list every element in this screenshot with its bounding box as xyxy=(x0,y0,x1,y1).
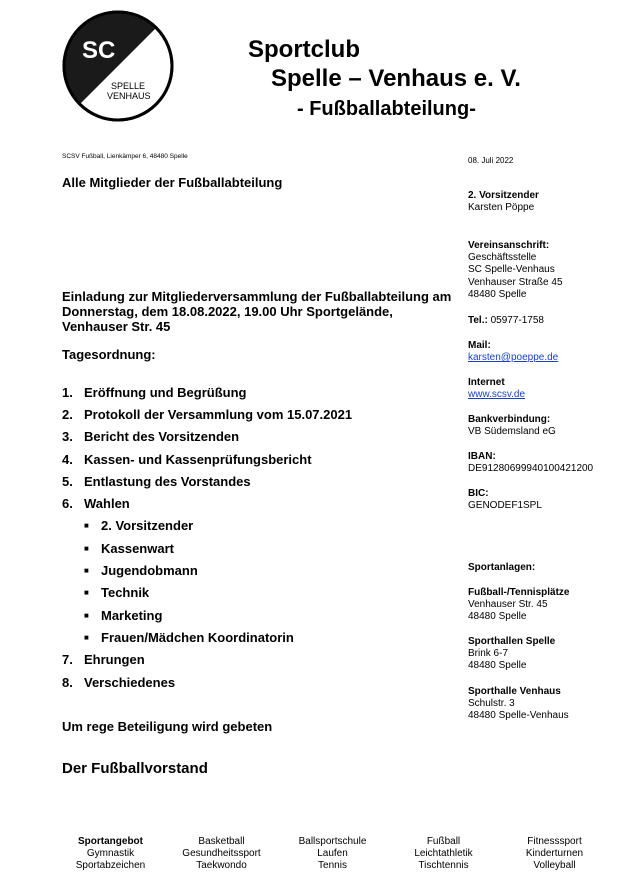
letter-date: 08. Juli 2022 xyxy=(468,156,514,165)
footer-sports-offer xyxy=(55,836,610,872)
invitation-line: Venhauser Str. 45 xyxy=(62,319,171,334)
facilities-title: Sportanlagen: xyxy=(468,562,536,573)
election-item: ■ Kassenwart xyxy=(84,541,174,556)
election-item: ■ Frauen/Mädchen Koordinatorin xyxy=(84,630,294,645)
telephone xyxy=(468,315,544,327)
facility xyxy=(468,686,569,723)
footer-column: Fußball Leichtathletik Tischtennis xyxy=(414,836,473,871)
bullet-icon: ■ xyxy=(84,521,89,530)
footer-column: Sportangebot Gymnastik Sportabzeichen xyxy=(75,836,146,871)
facility xyxy=(468,636,555,673)
mail-label: Mail: xyxy=(468,340,491,351)
footer-column: Basketball Gesundheitssport Taekwondo xyxy=(182,836,261,871)
bullet-icon: ■ xyxy=(84,544,89,553)
bic-label: BIC: xyxy=(468,488,489,499)
tel-label: Tel.: xyxy=(468,315,488,326)
mail xyxy=(468,340,558,364)
closing-line: Um rege Beteiligung wird gebeten xyxy=(62,719,273,734)
facility-name: Fußball-/Tennisplätze xyxy=(468,587,570,598)
agenda-item: 8. Verschiedenes xyxy=(62,675,176,690)
logo-initials: SC xyxy=(82,37,116,64)
facility-address: Venhauser Str. 45 xyxy=(468,599,548,611)
agenda-item: 4. Kassen- und Kassenprüfungsbericht xyxy=(62,452,312,467)
bic-value: GENODEF1SPL xyxy=(468,500,542,512)
facility xyxy=(468,587,569,624)
invitation-line: Einladung zur Mitgliederversammlung der Fußballabteilung am xyxy=(62,289,452,304)
address-line: Venhauser Straße 45 xyxy=(468,276,563,288)
tel-value: 05977-1758 xyxy=(490,315,544,326)
agenda-title: Tagesordnung: xyxy=(62,347,156,362)
bullet-icon: ■ xyxy=(84,588,89,597)
facility-name: Sporthalle Venhaus xyxy=(468,686,561,697)
bank-value: VB Südemsland eG xyxy=(468,426,556,438)
footer-column: Ballsportschule Laufen Tennis xyxy=(298,836,367,871)
address-line: SC Spelle-Venhaus xyxy=(468,264,555,276)
logo-line2: VENHAUS xyxy=(107,91,151,101)
contact-person xyxy=(468,190,539,214)
facility-name: Sporthallen Spelle xyxy=(468,636,556,647)
iban xyxy=(468,451,593,475)
internet-label: Internet xyxy=(468,377,505,388)
agenda-item: 5. Entlastung des Vorstandes xyxy=(62,474,251,489)
agenda-item: 3. Bericht des Vorsitzenden xyxy=(62,429,240,444)
agenda-item: 6. Wahlen xyxy=(62,496,130,511)
bic xyxy=(468,488,542,512)
election-item: ■ Marketing xyxy=(84,608,163,623)
agenda-item: 2. Protokoll der Versammlung vom 15.07.2021 xyxy=(62,407,353,422)
facility-address: 48480 Spelle xyxy=(468,611,527,623)
agenda-item: 1. Eröffnung und Begrüßung xyxy=(62,385,247,400)
invitation-line: Donnerstag, dem 18.08.2022, 19.00 Uhr Sportgelände, xyxy=(62,304,393,319)
election-item: ■ 2. Vorsitzender xyxy=(84,518,194,533)
role-label: 2. Vorsitzender xyxy=(468,190,539,201)
bullet-icon: ■ xyxy=(84,633,89,642)
facility-address: Brink 6-7 xyxy=(468,648,509,660)
club-title-line2: Spelle – Venhaus e. V. xyxy=(271,65,521,92)
facility-address: 48480 Spelle-Venhaus xyxy=(468,710,569,722)
club-address xyxy=(468,240,563,301)
election-item: ■ Technik xyxy=(84,585,150,600)
signature: Der Fußballvorstand xyxy=(62,760,208,777)
role-name: Karsten Pöppe xyxy=(468,202,535,214)
internet xyxy=(468,377,525,401)
facility-address: Schulstr. 3 xyxy=(468,698,515,710)
recipient: Alle Mitglieder der Fußballabteilung xyxy=(62,175,283,190)
department-title: - Fußballabteilung- xyxy=(297,98,476,120)
iban-label: IBAN: xyxy=(468,451,496,462)
agenda-item: 7. Ehrungen xyxy=(62,652,145,667)
invitation-subject xyxy=(62,289,457,334)
logo-line1: SPELLE xyxy=(111,81,146,91)
bank-label: Bankverbindung: xyxy=(468,414,551,425)
address-line: Geschäftsstelle xyxy=(468,252,537,264)
mail-link[interactable]: karsten@poeppe.de xyxy=(468,352,559,364)
club-title-line1: Sportclub xyxy=(248,36,360,63)
footer-column: Fitnesssport Kinderturnen Volleyball xyxy=(525,836,584,871)
election-item: ■ Jugendobmann xyxy=(84,563,198,578)
website-link[interactable]: www.scsv.de xyxy=(468,389,526,401)
address-line: 48480 Spelle xyxy=(468,288,527,300)
bullet-icon: ■ xyxy=(84,611,89,620)
bullet-icon: ■ xyxy=(84,566,89,575)
facility-address: 48480 Spelle xyxy=(468,660,527,672)
iban-value: DE91280699940100421200 xyxy=(468,463,594,475)
bank xyxy=(468,414,556,438)
sender-address-line: SCSV Fußball, Lienkämper 6, 48480 Spelle xyxy=(62,153,188,160)
club-logo xyxy=(62,10,174,122)
address-label: Vereinsanschrift: xyxy=(468,240,550,251)
